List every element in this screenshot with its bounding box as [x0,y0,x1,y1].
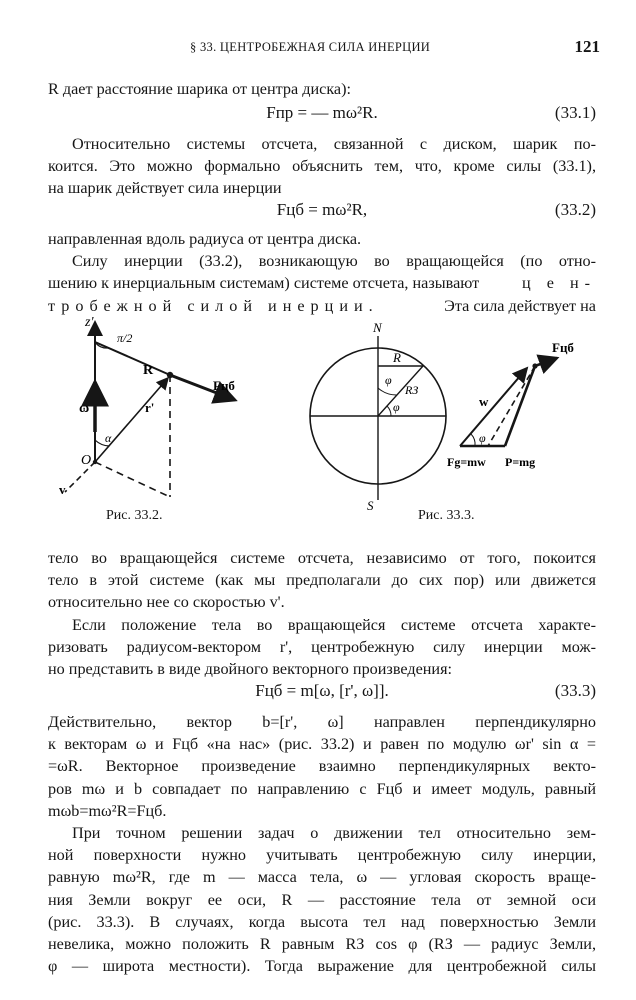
text-fragment: Эта сила действует на [444,296,596,315]
label-omega: ω [79,401,90,416]
label-Fg: Fg=mw [447,455,486,469]
r-vector [95,378,168,462]
text-line: тело в этой системе (как мы предполагали до сих пор) или движется [48,571,596,590]
text-fragment: шению к инерциальным системам) системе отсчета, называют [48,274,480,293]
dashed-base [95,462,170,497]
label-N: N [373,320,382,335]
paragraph [48,711,596,977]
text-line: При точном решении задач о движении тел относительно зем- [72,823,596,842]
text-line: ния Земли вокруг ее оси, R — расстояние тела от земной оси [48,890,596,909]
page-number: 121 [574,37,600,56]
text-line: Относительно системы отсчета, связанной с диском, шарик по- [72,135,596,153]
figure-33-3 [305,318,590,518]
text-line: mωb=mω²R=Fцб. [48,801,167,820]
text-line: направленная вдоль радиуса от центра диска. [48,230,362,248]
label-RZ: RЗ [405,383,419,397]
label-w: w [479,394,489,409]
figure-caption: Рис. 33.2. [106,508,163,523]
label-v: v [59,482,66,497]
text-line: тело во вращающейся системе отсчета, независимо от того, покоится [48,549,596,567]
text-line: на шарик действует сила инерции [48,179,282,198]
text-line: коится. Это можно формально объяснить тем, что, кроме силы (33.1), [48,157,596,176]
side-line [505,366,535,446]
text-line: =ωR. Векторное произведение взаимно перпендикулярных векто- [48,757,596,776]
text-line: Если положение тела во вращающейся системе отсчета характе- [72,615,596,634]
label-P: P=mg [505,455,536,469]
running-header [0,37,636,62]
paragraph [48,228,596,317]
text-line [48,272,596,294]
emphasized-term: ц е н- [522,274,596,293]
text-line: (рис. 33.3). В случаях, когда высота тел над поверхностью Земли [48,912,596,931]
emphasized-term: тробежной силой инерции. [48,296,379,315]
label-F: Fцб [552,340,574,355]
text-line: ров mω и b совпадает по направлению с Fцб и имеет модуль, равный [48,779,596,798]
radius-line [95,342,170,375]
label-angle-top: π/2 [117,331,133,345]
equation-33-3 [48,681,596,707]
label-phi: φ [393,400,400,414]
paragraph [48,133,596,200]
label-phi: φ [385,373,392,387]
ball-point [532,363,537,368]
origin-point [93,460,97,464]
text-line: относительно нее со скоростью v'. [48,593,285,612]
text-line: R дает расстояние шарика от центра диска): [48,80,352,98]
text-line: но представить в виде двойного векторного произведения: [48,659,453,678]
equation-number: (33.1) [554,103,596,122]
equation-33-1 [48,103,596,129]
text-line: ной поверхности нужно учитывать центробежную силу инерции, [48,846,596,865]
label-O: O [81,453,92,468]
equation-formula: Fцб = m[ω, [r', ω]]. [255,681,389,700]
text-line: φ — широта местности). Тогда выражение для центробежной силы [48,957,596,976]
text-line: Действительно, вектор b=[r', ω] направлен перпендикулярно [48,713,596,731]
label-R: R [143,363,154,378]
label-r: r' [145,400,155,415]
text-line: ризовать радиусом-вектором r', центробежную силу инерции мож- [48,637,596,656]
paragraph [48,547,596,680]
label-alpha: α [105,431,112,445]
figure-caption: Рис. 33.3. [418,508,475,523]
phi-arc [387,406,391,416]
phi-arc [378,388,397,395]
force-vector [535,358,557,366]
figure-33-2 [55,312,260,522]
label-z: z' [85,315,94,330]
paragraph [48,78,596,100]
label-R: R [393,350,401,365]
label-phi: φ [479,431,486,445]
w-vector [460,368,527,446]
equation-33-2 [48,200,596,226]
text-line: равную mω²R, где m — масса тела, ω — угловая скорость враще- [48,868,596,887]
equation-formula: Fпр = — mω²R. [266,103,378,122]
label-S: S [367,498,374,513]
equation-number: (33.2) [554,200,596,219]
ball-point [167,372,173,378]
label-F: Fцб [213,378,235,393]
equation-formula: Fцб = mω²R, [276,200,368,219]
equation-number: (33.3) [554,681,596,700]
phi-arc [471,434,475,446]
text-line: невелика, можно положить R равным RЗ cos φ (RЗ — радиус Земли, [48,934,596,953]
section-title: § 33. ЦЕНТРОБЕЖНАЯ СИЛА ИНЕРЦИИ [190,40,431,54]
text-line: к векторам ω и Fцб «на нас» (рис. 33.2) и равен по модулю ωr' sin α = [48,735,596,754]
text-line: Силу инерции (33.2), возникающую во вращающейся (по отно- [72,252,596,271]
